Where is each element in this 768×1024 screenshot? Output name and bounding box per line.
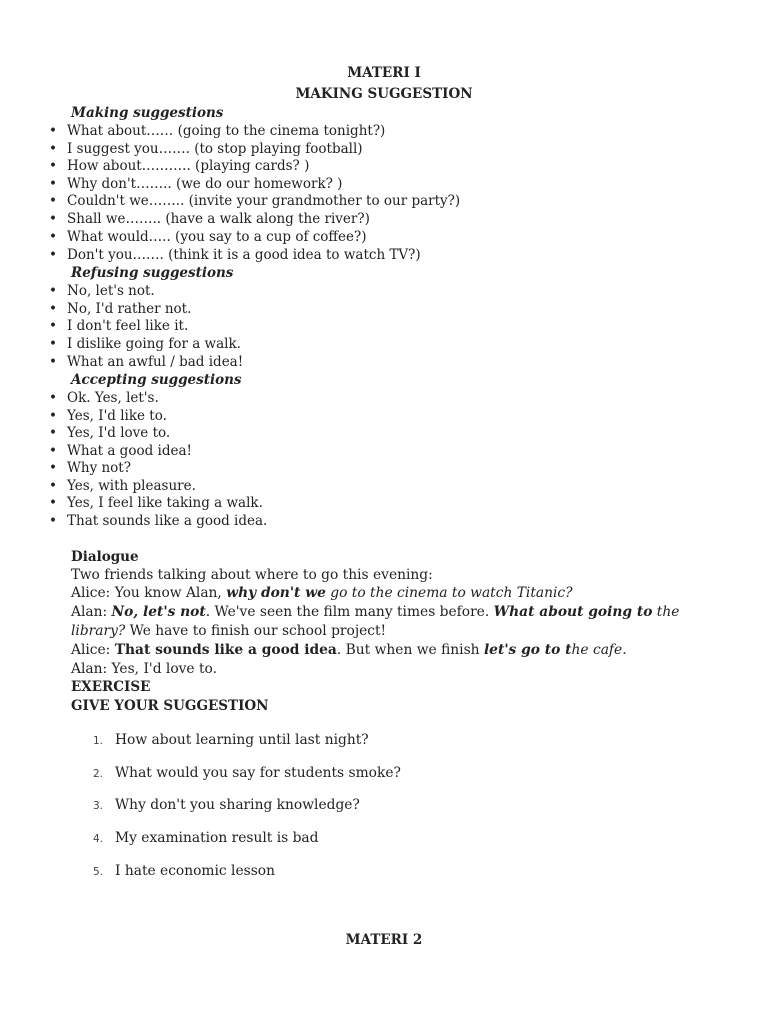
list-item: • What an awful / bad idea! (67, 353, 243, 371)
refusing-suggestions-heading: Refusing suggestions (71, 265, 234, 281)
exercise-subheading: GIVE YOUR SUGGESTION (71, 698, 269, 714)
exercise-heading: EXERCISE (71, 679, 151, 695)
bullet-icon: • (49, 336, 57, 352)
list-item: • Shall we…….. (have a walk along the river?) (67, 210, 370, 228)
list-item: • Yes, I'd like to. (67, 407, 167, 425)
exercise-item: 1. How about learning until last night? (93, 732, 369, 748)
list-item: • Yes, I'd love to. (67, 424, 170, 442)
bullet-icon: • (49, 176, 57, 192)
list-item: • Why not? (67, 459, 131, 477)
bullet-icon: • (49, 158, 57, 174)
bullet-icon: • (49, 301, 57, 317)
list-item: • I suggest you……. (to stop playing football) (67, 140, 363, 158)
list-item: • Don't you……. (think it is a good idea to watch TV?) (67, 246, 421, 264)
list-item: • No, I'd rather not. (67, 300, 191, 318)
bullet-icon: • (49, 495, 57, 511)
bullet-icon: • (49, 318, 57, 334)
dialogue-line-alan-1: Alan: No, let's not. We've seen the film many times before. What about going to the (71, 604, 680, 620)
exercise-item: 2. What would you say for students smoke? (93, 765, 401, 781)
dialogue-heading: Dialogue (71, 549, 139, 565)
exercise-item: 3. Why don't you sharing knowledge? (93, 797, 360, 813)
list-item: • Ok. Yes, let's. (67, 389, 159, 407)
bullet-icon: • (49, 211, 57, 227)
list-item: • How about……….. (playing cards? ) (67, 157, 309, 175)
list-item: • Yes, I feel like taking a walk. (67, 494, 263, 512)
dialogue-line-alan-2: Alan: Yes, I'd love to. (71, 661, 217, 677)
bullet-icon: • (49, 478, 57, 494)
main-title: MAKING SUGGESTION (295, 86, 473, 102)
list-item: • That sounds like a good idea. (67, 512, 267, 530)
bullet-icon: • (49, 390, 57, 406)
bullet-icon: • (49, 123, 57, 139)
exercise-item: 5. I hate economic lesson (93, 863, 275, 879)
bullet-icon: • (49, 354, 57, 370)
materi-1-title: MATERI I (347, 65, 421, 81)
dialogue-line-alan-1-continued: library? We have to finish our school project! (71, 623, 387, 639)
list-item: • I dislike going for a walk. (67, 335, 241, 353)
bullet-icon: • (49, 229, 57, 245)
dialogue-intro: Two friends talking about where to go this evening: (71, 567, 433, 583)
bullet-icon: • (49, 193, 57, 209)
list-item: • What about…… (going to the cinema tonight?) (67, 122, 385, 140)
bullet-icon: • (49, 408, 57, 424)
exercise-item: 4. My examination result is bad (93, 830, 319, 846)
list-item: • What a good idea! (67, 442, 192, 460)
list-item: • Why don't…….. (we do our homework? ) (67, 175, 342, 193)
bullet-icon: • (49, 283, 57, 299)
dialogue-line-alice-2: Alice: That sounds like a good idea. But when we finish let's go to the cafe. (71, 642, 627, 658)
bullet-icon: • (49, 141, 57, 157)
list-item: • No, let's not. (67, 282, 155, 300)
bullet-icon: • (49, 443, 57, 459)
accepting-suggestions-heading: Accepting suggestions (71, 372, 242, 388)
list-item: • I don't feel like it. (67, 317, 188, 335)
bullet-icon: • (49, 513, 57, 529)
list-item: • Couldn't we…….. (invite your grandmother to our party?) (67, 192, 460, 210)
list-item: • What would….. (you say to a cup of coffee?) (67, 228, 367, 246)
materi-2-title: MATERI 2 (345, 932, 423, 948)
bullet-icon: • (49, 425, 57, 441)
list-item: • Yes, with pleasure. (67, 477, 196, 495)
dialogue-line-alice-1: Alice: You know Alan, why don't we go to the cinema to watch Titanic? (71, 585, 573, 601)
making-suggestions-heading: Making suggestions (71, 105, 224, 121)
bullet-icon: • (49, 247, 57, 263)
bullet-icon: • (49, 460, 57, 476)
